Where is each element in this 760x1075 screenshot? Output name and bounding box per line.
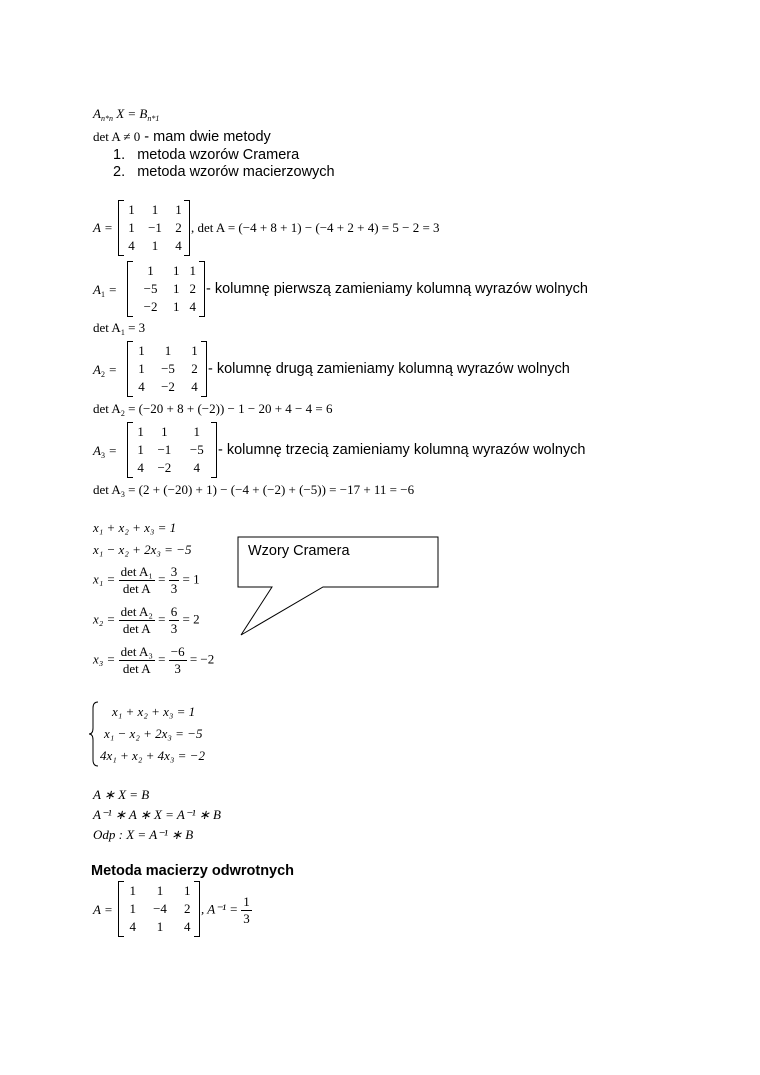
- matrix-a: 1 1 1 1 −1 2 4 1 4: [118, 200, 190, 256]
- matrix-a1: 1 1 1 −5 1 2 −2 1 4: [127, 261, 205, 317]
- system-eq-3: 4x₁ + x₂ + 4x₃ = −2: [100, 748, 205, 763]
- method-item-1: 1. metoda wzorów Cramera: [113, 147, 300, 163]
- matrix-equation-3: Odp : X = A⁻¹ ∗ B: [93, 827, 194, 842]
- matrix-a2-label: $A_2$ =: [93, 362, 117, 379]
- matrix-a-label: A =: [93, 220, 113, 235]
- matrix-a3-note: - kolumnę trzecią zamieniamy kolumną wyrazów wolnych: [218, 442, 586, 458]
- det-a-expression: , det A = (−4 + 8 + 1) − (−4 + 2 + 4) = 5 − 2 = 3: [191, 220, 440, 235]
- final-matrix-label: A =: [93, 902, 113, 917]
- solution-x1: x₁ = $\frac{\text{det A₁}}{\text{det A}}$ = $\frac{3}{3}$ = 1: [93, 564, 200, 596]
- callout-label: Wzory Cramera: [248, 543, 350, 559]
- matrix-equation-2: A⁻¹ ∗ A ∗ X = A⁻¹ ∗ B: [93, 807, 221, 822]
- matrix-a2: 1 1 1 1 −5 2 4 −2 4: [127, 341, 207, 397]
- matrix-a1-note: - kolumnę pierwszą zamieniamy kolumną wyrazów wolnych: [206, 281, 588, 297]
- matrix-a1-label: $A_1$ =: [93, 282, 117, 299]
- method-item-2: 2. metoda wzorów macierzowych: [113, 164, 335, 180]
- matrix-a2-note: - kolumnę drugą zamieniamy kolumną wyrazów wolnych: [208, 361, 570, 377]
- matrix-a3: 1 1 1 1 −1 −5 4 −2 4: [127, 422, 217, 478]
- equation-1: x₁ + x₂ + x₃ = 1: [93, 520, 177, 535]
- solution-x2: x₂ = $\frac{\text{det A₂}}{\text{det A}}$ = $\frac{6}{3}$ = 2: [93, 604, 200, 636]
- equation-anx-b: $A_{n*n}$ $X = B_{n*1}$: [93, 106, 160, 123]
- det-a3: $\det A_3 = (2 + (-20) + 1) - (-4 + (-2) + (-5)) = -17 + 11 = -6$: [93, 482, 415, 499]
- section-heading: Metoda macierzy odwrotnych: [91, 863, 295, 879]
- system-eq-1: x₁ + x₂ + x₃ = 1: [112, 704, 196, 719]
- det-condition: det A ≠ 0 - mam dwie metody: [93, 129, 271, 145]
- det-a1: $\det A_1 = 3$: [93, 320, 146, 337]
- inverse-expression: , A⁻¹ = $\frac{1}{3}$: [201, 894, 250, 926]
- equation-2: x₁ − x₂ + 2x₃ = −5: [93, 542, 192, 557]
- system-eq-2: x₁ − x₂ + 2x₃ = −5: [104, 726, 203, 741]
- final-matrix: 1 1 1 1 −4 2 4 1 4: [118, 881, 200, 937]
- solution-x3: x₃ = $\frac{\text{det A₃}}{\text{det A}}$ = $\frac{-6}{3}$ = −2: [93, 644, 215, 676]
- matrix-equation-1: A ∗ X = B: [93, 787, 150, 802]
- matrix-a3-label: $A_3$ =: [93, 443, 117, 460]
- det-a2: $\det A_2 = (-20 + 8 + (-2)) - 1 - 20 + 4 - 4 = 6$: [93, 401, 333, 418]
